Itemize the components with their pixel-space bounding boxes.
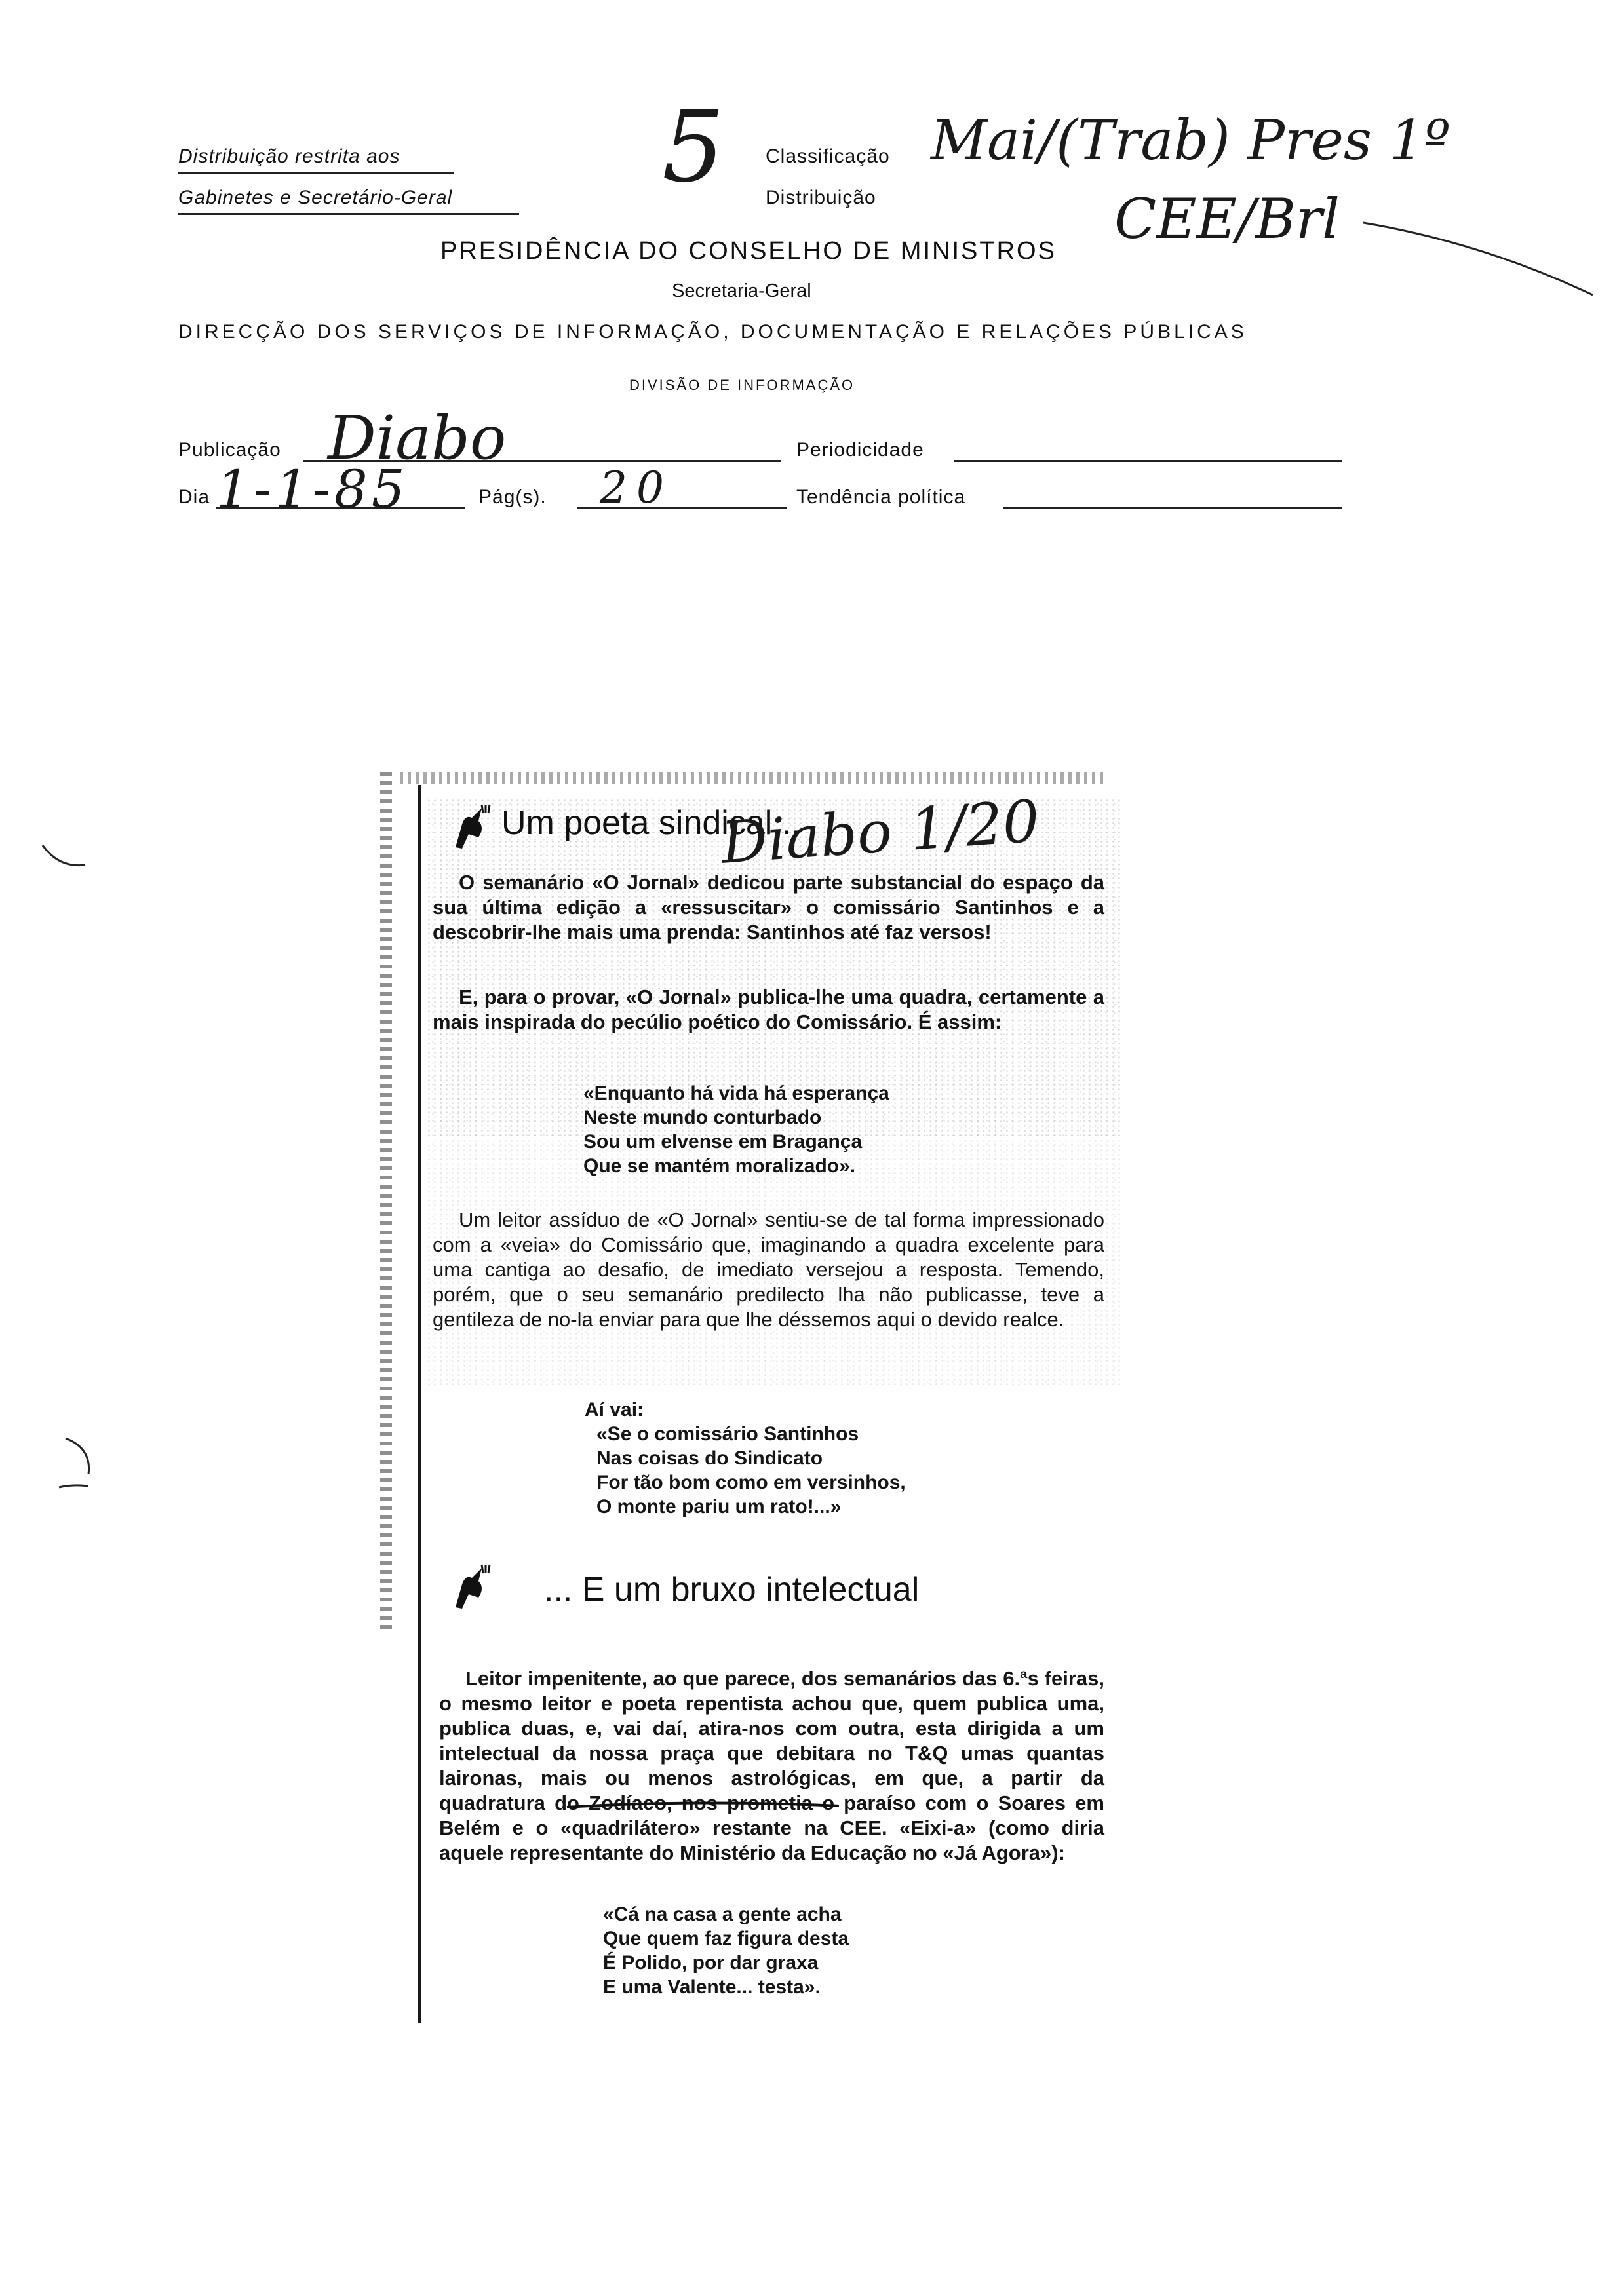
poem-line: For tão bom como em versinhos,	[596, 1472, 906, 1493]
article2-title: ... E um bruxo intelectual	[544, 1571, 920, 1609]
poem-line: É Polido, por dar graxa	[603, 1952, 819, 1974]
poem-line: E uma Valente... testa».	[603, 1976, 821, 1998]
periodicidade-label: Periodicidade	[796, 439, 924, 461]
article1-poem1	[583, 1081, 889, 1178]
restricted-line-2: Gabinetes e Secretário-Geral	[178, 187, 453, 208]
poem-line: «Cá na casa a gente acha	[603, 1904, 842, 1925]
article2-para1: Leitor impenitente, ao que parece, dos semanários das 6.ªs feiras, o mesmo leitor e poeta repentista achou que, quem publica uma, publica duas, e, vai daí, atira-nos com outra, esta dirigida a um intelectual da nossa praça que debitara no T&Q umas quantas laironas, mais ou menos astrológicas, em que, a partir da quadratura do Zodíaco, nos prometia o paraíso com o Soares em Belém e o «quadrilátero» restante na CEE. «Eixi-a» (como diria aquele representante do Ministério da Educação no «Já Agora»):	[439, 1667, 1104, 1864]
devil-icon	[442, 1561, 495, 1614]
handwritten-number: 5	[662, 90, 725, 204]
org-title: PRESIDÊNCIA DO CONSELHO DE MINISTROS	[440, 237, 1057, 265]
article1-para1: O semanário «O Jornal» dedicou parte substancial do espaço da sua última edição a «ressuscitar» o comissário Santinhos e a descobrir-lhe mais uma prenda: Santinhos até faz versos!	[433, 871, 1104, 944]
poem-line: Neste mundo conturbado	[583, 1107, 822, 1128]
poem-line: Que quem faz figura desta	[603, 1928, 849, 1949]
periodicidade-line	[954, 460, 1342, 462]
handwritten-classificacao: Mai/(Trab) Pres 1º	[931, 108, 1450, 172]
publicacao-label: Publicação	[178, 439, 281, 461]
article1-title: Um poeta sindical...	[501, 804, 801, 842]
divisao-line: DIVISÃO DE INFORMAÇÃO	[629, 377, 855, 393]
handwritten-distribuicao: CEE/Brl	[1114, 187, 1340, 251]
restricted-underline-1	[178, 172, 454, 174]
pags-value: 20	[600, 463, 673, 513]
tendencia-line	[1003, 507, 1342, 509]
poem-line: Sou um elvense em Bragança	[583, 1131, 863, 1153]
pags-label: Pág(s).	[478, 486, 547, 508]
handwritten-stroke	[1363, 197, 1599, 315]
clipping-annotation: Diabo 1/20	[718, 787, 1042, 877]
dia-label: Dia	[178, 486, 210, 508]
article1-poem2	[596, 1422, 906, 1519]
margin-mark-1	[39, 839, 92, 878]
restricted-underline-2	[178, 213, 519, 215]
clipping-torn-edge	[380, 772, 392, 1630]
margin-mark-2	[52, 1435, 98, 1494]
article1-intro2: Aí vai:	[585, 1399, 644, 1421]
secretaria: Secretaria-Geral	[672, 280, 811, 301]
article2-poem	[603, 1902, 849, 1999]
clipping-border-line	[418, 785, 421, 2023]
distribuicao-label: Distribuição	[766, 187, 876, 208]
newspaper-clipping	[380, 772, 1121, 2023]
direccao-line: DIRECÇÃO DOS SERVIÇOS DE INFORMAÇÃO, DOCUMENTAÇÃO E RELAÇÕES PÚBLICAS	[178, 321, 1247, 343]
poem-line: O monte pariu um rato!...»	[596, 1496, 842, 1518]
publicacao-value: Diabo	[328, 403, 507, 473]
poem-line: Nas coisas do Sindicato	[596, 1447, 823, 1469]
article1-para2: E, para o provar, «O Jornal» publica-lhe uma quadra, certamente a mais inspirada do pecúlio poético do Comissário. É assim:	[433, 985, 1104, 1033]
dia-value: 1-1-85	[216, 459, 409, 520]
poem-line: «Se o comissário Santinhos	[596, 1423, 859, 1445]
article1-para3: Um leitor assíduo de «O Jornal» sentiu-se de tal forma impressionado com a «veia» do Comissário que, imaginando a quadra excelente para uma cantiga ao desafio, de imediato versejou a resposta. Temendo, porém, que o seu semanário predilecto lha não publicasse, teve a gentileza de no-la enviar para que lhe déssemos aqui o devido realce.	[433, 1208, 1104, 1331]
devil-icon	[442, 801, 495, 854]
poem-line: Que se mantém moralizado».	[583, 1155, 856, 1177]
poem-line: «Enquanto há vida há esperança	[583, 1082, 889, 1104]
tendencia-label: Tendência política	[796, 486, 966, 508]
restricted-line-1: Distribuição restrita aos	[178, 145, 400, 167]
clipping-top-edge	[400, 772, 1108, 784]
handwritten-underline	[564, 1794, 846, 1814]
classificacao-label: Classificação	[766, 145, 890, 167]
